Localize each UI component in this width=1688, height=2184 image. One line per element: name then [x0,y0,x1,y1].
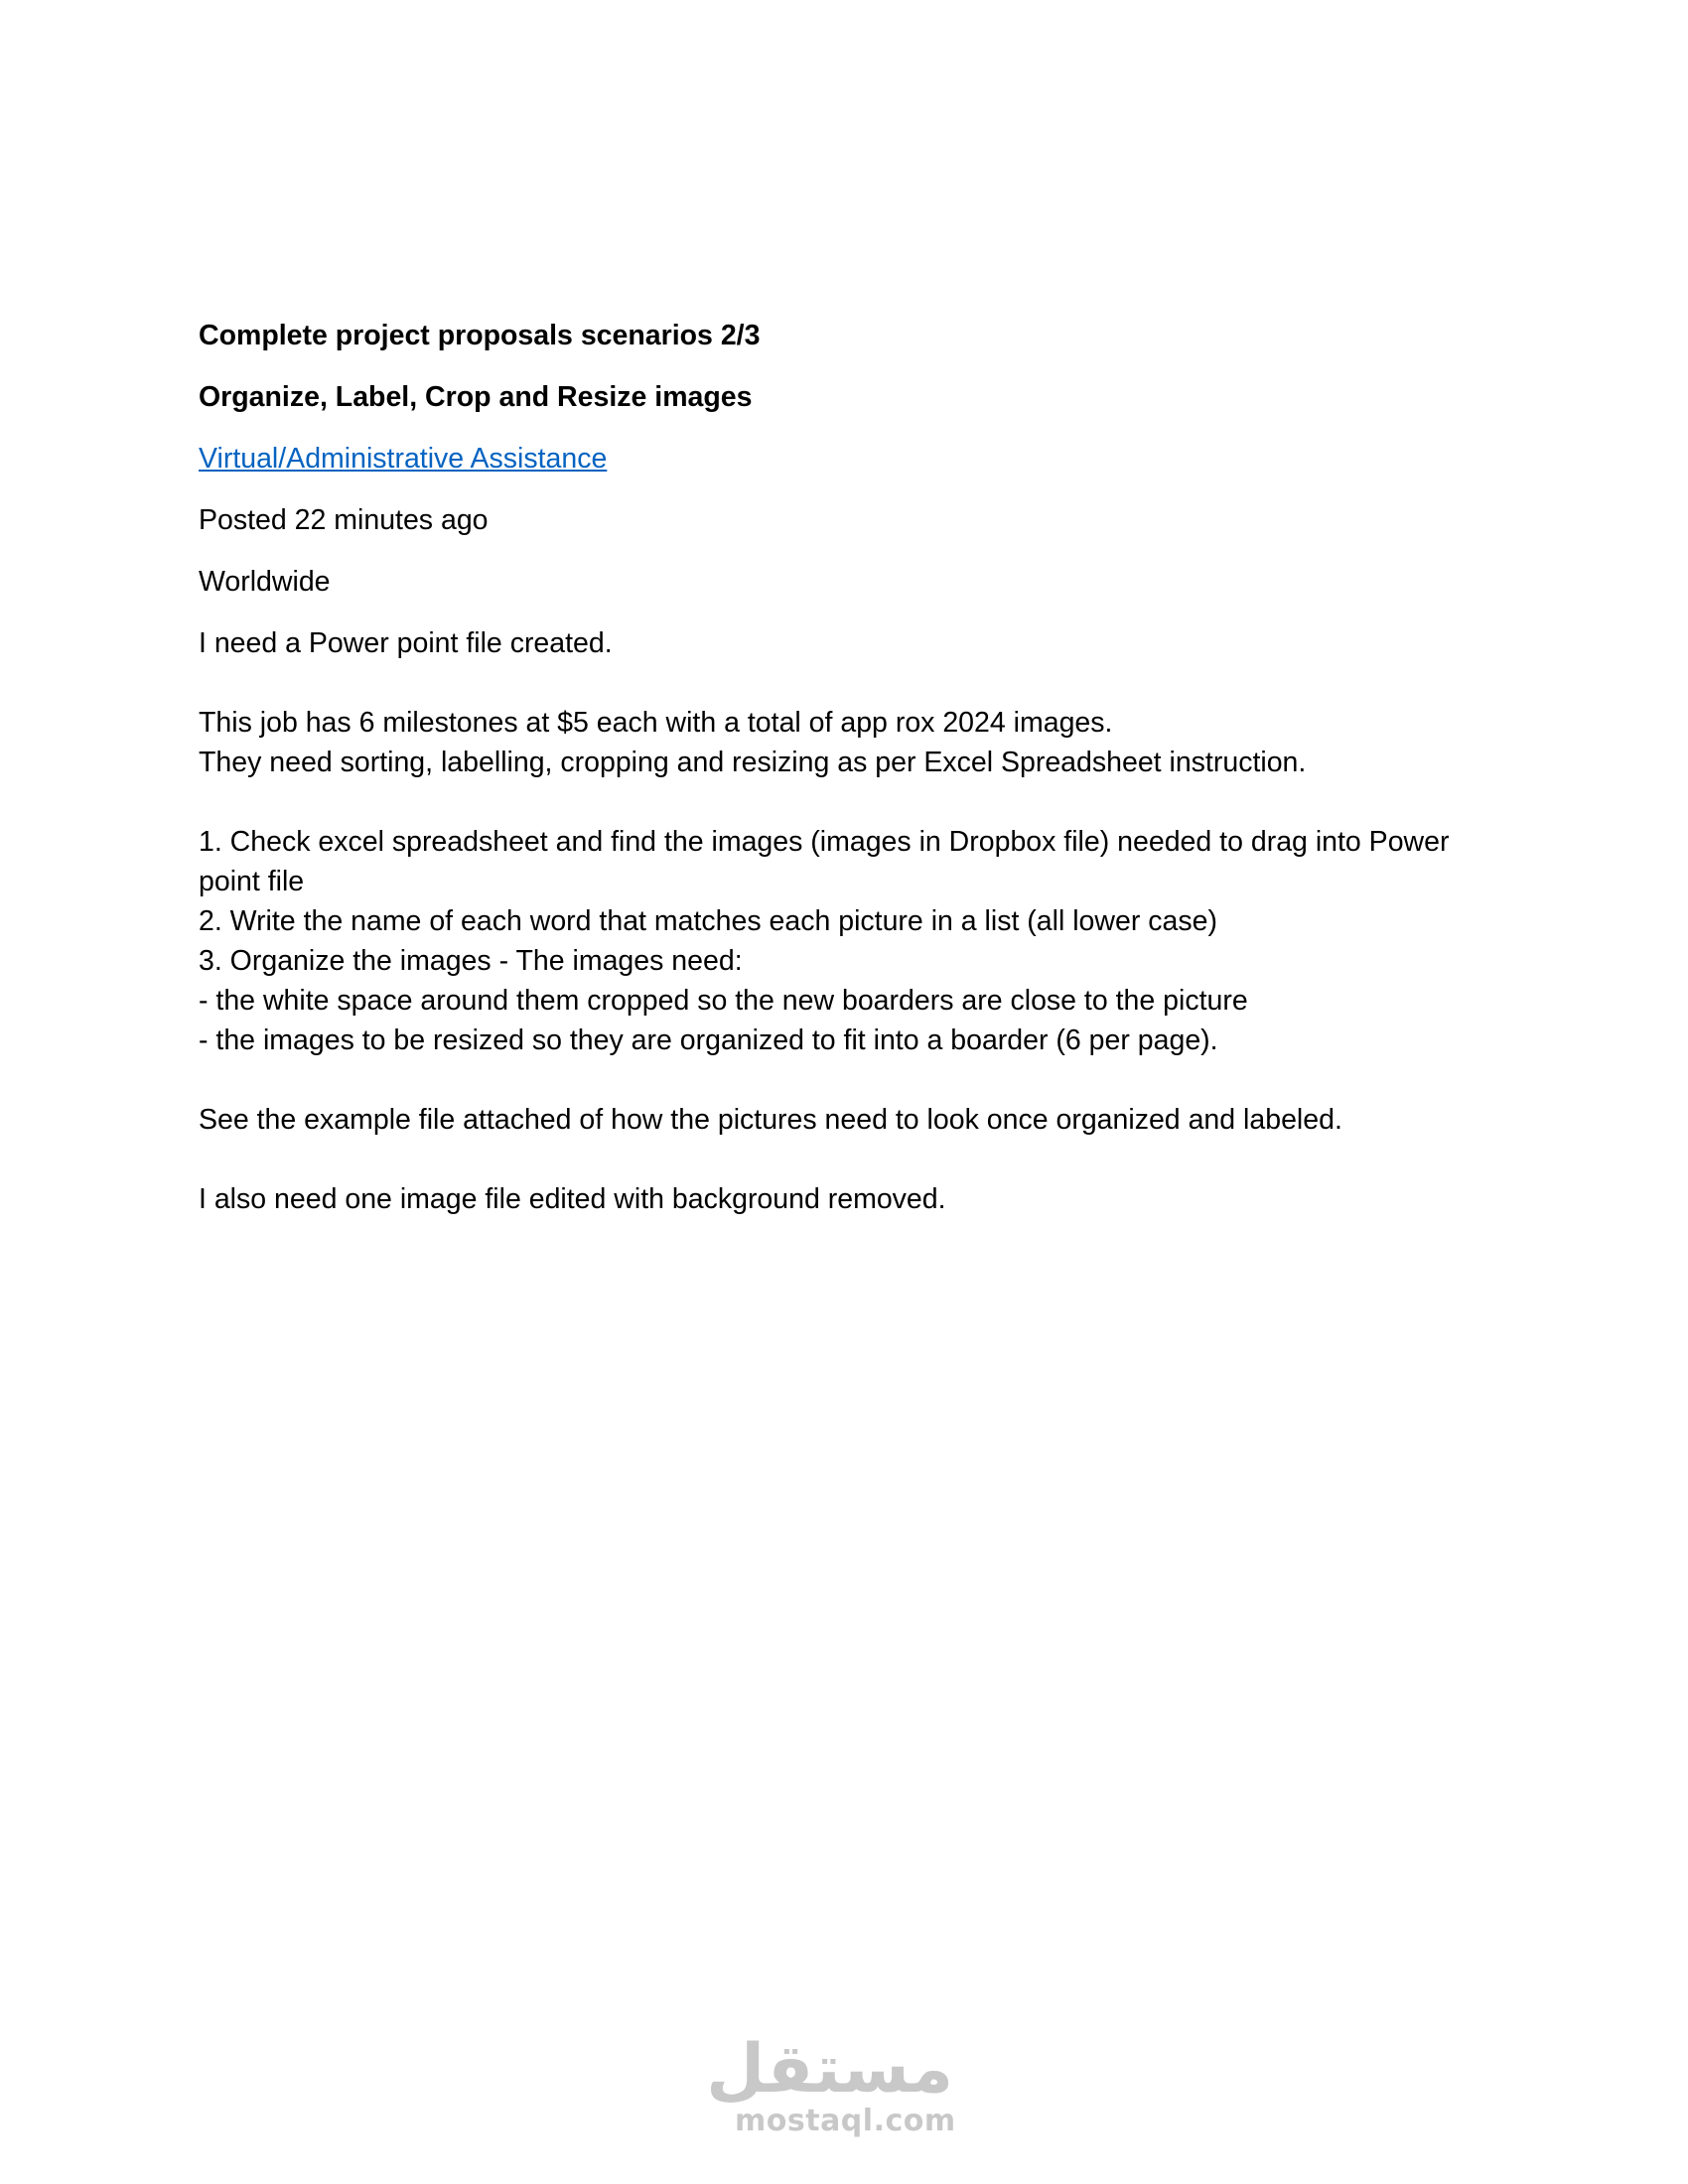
step-line: - the white space around them cropped so the new boarders are close to the picture [199,985,1248,1017]
intro-text: I need a Power point file created. [199,627,613,659]
watermark-arabic-text: مستقل [706,2030,953,2109]
category-link[interactable]: Virtual/Administrative Assistance [199,443,608,475]
milestones-line-2: They need sorting, labelling, cropping and resizing as per Excel Spreadsheet instruction. [199,747,1307,778]
document-body [199,316,1509,1219]
location: Worldwide [199,566,331,598]
extra-request: I also need one image file edited with background removed. [199,1183,946,1215]
milestones-line-1: This job has 6 milestones at $5 each with a total of app rox 2024 images. [199,707,1113,739]
mostaql-watermark [706,2030,956,2154]
job-title: Organize, Label, Crop and Resize images [199,381,753,413]
category-line [199,439,1509,478]
example-note: See the example file attached of how the pictures need to look once organized and labeled. [199,1104,1342,1136]
step-line: 1. Check excel spreadsheet and find the images (images in Dropbox file) needed to drag into Power [199,826,1450,858]
step-line: point file [199,866,305,897]
document-title: Complete project proposals scenarios 2/3 [199,320,761,351]
step-line: - the images to be resized so they are organized to fit into a boarder (6 per page). [199,1024,1218,1056]
step-line: 3. Organize the images - The images need: [199,945,743,977]
step-line: 2. Write the name of each word that matches each picture in a list (all lower case) [199,905,1217,937]
watermark-latin-text: mostaql.com [735,2104,956,2138]
posted-time: Posted 22 minutes ago [199,504,489,536]
